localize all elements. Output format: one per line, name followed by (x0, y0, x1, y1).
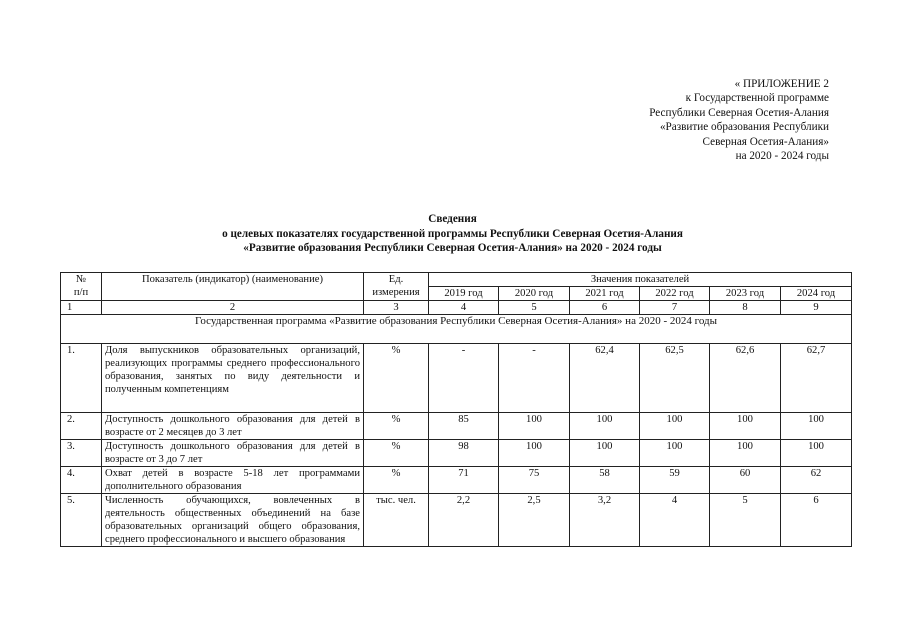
table-row (61, 344, 852, 413)
row-value: 62,4 (570, 344, 640, 413)
row-value: 100 (640, 413, 710, 440)
header-year: 2019 год (429, 287, 499, 301)
header-year: 2020 год (499, 287, 570, 301)
heading-title: Сведения (428, 213, 477, 225)
row-value: 5 (710, 494, 781, 547)
row-value: 100 (570, 440, 640, 467)
row-value: 71 (429, 467, 499, 494)
header-year: 2021 год (570, 287, 640, 301)
row-unit: % (364, 440, 429, 467)
table-row (61, 494, 852, 547)
document-heading (0, 212, 905, 256)
row-indicator: Доступность дошкольного образования для детей в возрасте от 3 до 7 лет (102, 440, 364, 467)
table-header-row (61, 273, 852, 287)
row-unit: % (364, 344, 429, 413)
appendix-line: Республики Северная Осетия-Алания (649, 106, 829, 119)
row-unit: % (364, 413, 429, 440)
row-value: 6 (781, 494, 852, 547)
row-num: 1. (61, 344, 102, 413)
header-num-line1: № (75, 274, 87, 285)
heading-program: «Развитие образования Республики Северная Осетия-Алания» на 2020 - 2024 годы (243, 242, 662, 254)
row-unit: тыс. чел. (364, 494, 429, 547)
column-number: 7 (640, 301, 710, 315)
column-number: 8 (710, 301, 781, 315)
appendix-line: « ПРИЛОЖЕНИЕ 2 (734, 78, 829, 90)
appendix-block (499, 77, 829, 163)
appendix-line: на 2020 - 2024 годы (735, 150, 829, 163)
row-value: 3,2 (570, 494, 640, 547)
row-value: 58 (570, 467, 640, 494)
row-unit: % (364, 467, 429, 494)
row-num: 3. (61, 440, 102, 467)
header-num (61, 273, 102, 301)
column-number: 2 (102, 301, 364, 315)
appendix-line: Северная Осетия-Алания» (702, 135, 829, 148)
header-unit-line2: измерения (372, 287, 420, 298)
row-num: 5. (61, 494, 102, 547)
row-indicator: Доля выпускников образовательных организаций, реализующих программы среднего профессионального образования, занятых по виду деятельности и полученным компетенциям (102, 344, 364, 413)
row-value: 100 (640, 440, 710, 467)
header-unit-line1: Ед. (388, 274, 404, 285)
row-value: 85 (429, 413, 499, 440)
table-row (61, 440, 852, 467)
table-row (61, 467, 852, 494)
row-num: 2. (61, 413, 102, 440)
row-value: 75 (499, 467, 570, 494)
row-indicator: Доступность дошкольного образования для детей в возрасте от 2 месяцев до 3 лет (102, 413, 364, 440)
header-year: 2024 год (781, 287, 852, 301)
column-number: 5 (499, 301, 570, 315)
indicators-table (60, 272, 852, 547)
column-numbers-row (61, 301, 852, 315)
column-number: 6 (570, 301, 640, 315)
row-value: 60 (710, 467, 781, 494)
row-value: 100 (710, 440, 781, 467)
column-number: 1 (61, 301, 102, 315)
header-unit (364, 273, 429, 301)
table-row (61, 413, 852, 440)
row-value: 62,7 (781, 344, 852, 413)
appendix-line: «Развитие образования Республики (659, 121, 829, 134)
row-value: 62,6 (710, 344, 781, 413)
row-value: - (499, 344, 570, 413)
row-value: 98 (429, 440, 499, 467)
section-row (61, 315, 852, 344)
row-indicator: Численность обучающихся, вовлеченных в деятельность общественных объединений на базе образовательных организаций общего образования, среднего профессионального и высшего образования (102, 494, 364, 547)
header-values-group: Значения показателей (429, 273, 852, 287)
column-number: 3 (364, 301, 429, 315)
row-value: 100 (570, 413, 640, 440)
appendix-line: к Государственной программе (685, 92, 829, 105)
row-value: 62 (781, 467, 852, 494)
row-value: 100 (499, 413, 570, 440)
row-value: 4 (640, 494, 710, 547)
row-indicator: Охват детей в возрасте 5-18 лет программами дополнительного образования (102, 467, 364, 494)
heading-subtitle: о целевых показателях государственной программы Республики Северная Осетия-Алания (222, 227, 683, 240)
row-num: 4. (61, 467, 102, 494)
row-value: 62,5 (640, 344, 710, 413)
row-value: 2,2 (429, 494, 499, 547)
row-value: 59 (640, 467, 710, 494)
header-num-line2: п/п (73, 287, 89, 298)
header-year: 2023 год (710, 287, 781, 301)
row-value: 100 (781, 413, 852, 440)
section-title: Государственная программа «Развитие образования Республики Северная Осетия-Алания» на 2020 - 2024 годы (61, 315, 852, 344)
row-value: 2,5 (499, 494, 570, 547)
column-number: 9 (781, 301, 852, 315)
header-year: 2022 год (640, 287, 710, 301)
row-value: 100 (781, 440, 852, 467)
row-value: 100 (710, 413, 781, 440)
row-value: 100 (499, 440, 570, 467)
row-value: - (429, 344, 499, 413)
header-indicator: Показатель (индикатор) (наименование) (102, 273, 364, 301)
column-number: 4 (429, 301, 499, 315)
